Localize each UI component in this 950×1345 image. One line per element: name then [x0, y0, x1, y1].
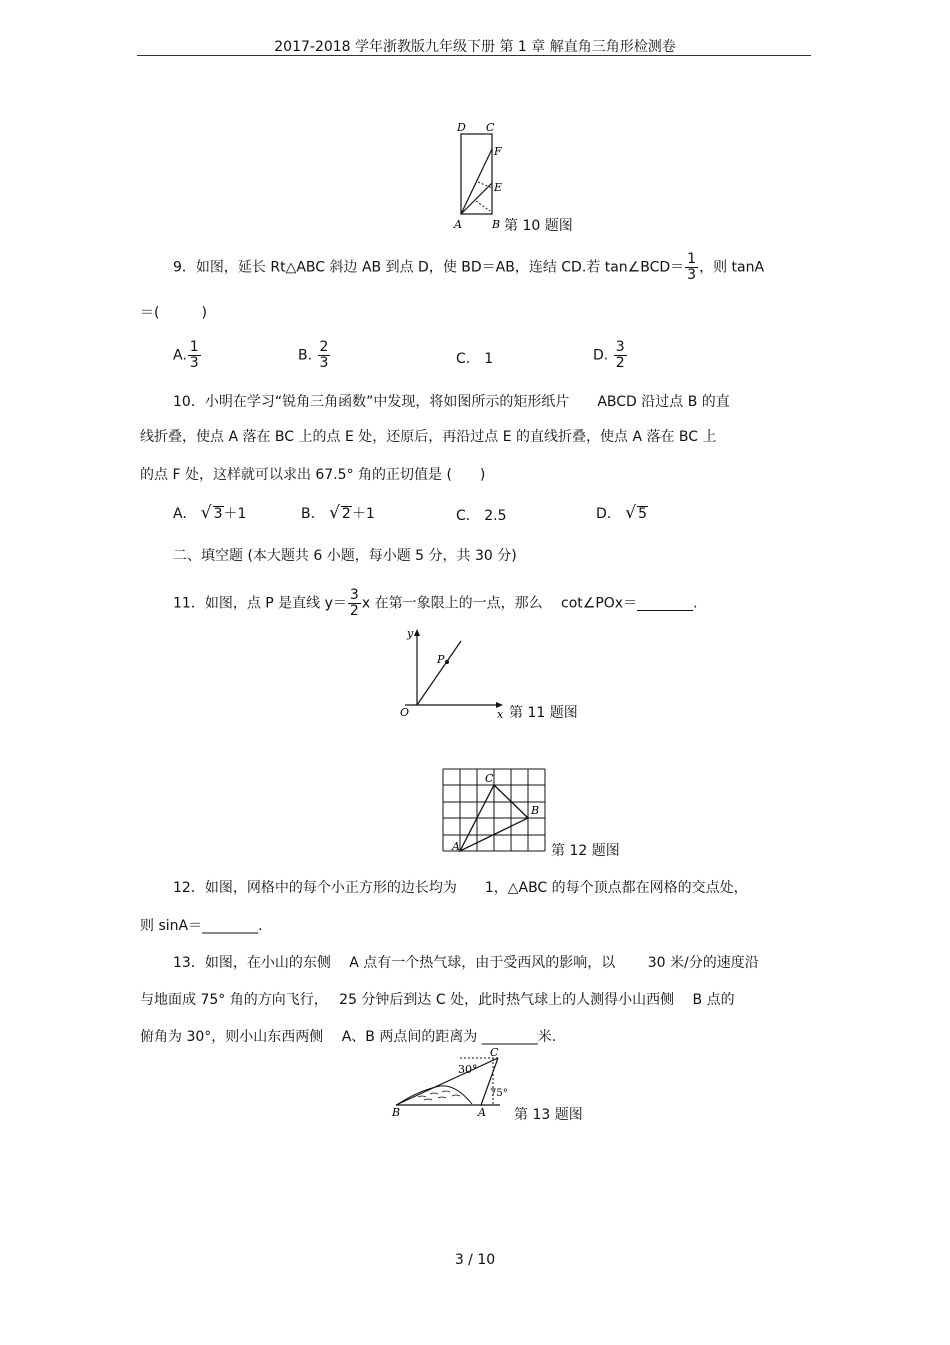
question-11: 11．如图，点 P 是直线 y＝ $\frac{3}{2}$ x 在第一象限上的一点，那么 cot∠POx＝________. [173, 587, 698, 619]
label-c: C [485, 772, 494, 785]
label-x: x [497, 708, 504, 720]
label-c: C [486, 121, 495, 134]
question-13-line1: 13．如图，在小山的东侧 A 点有一个热气球，由于受西风的影响，以 30 米/分的速度沿 [173, 955, 759, 971]
label-o: O [400, 706, 410, 719]
label-a: A [478, 1106, 486, 1119]
label-p: P [437, 653, 445, 666]
label-b: B [531, 804, 540, 817]
figure-q12 [438, 764, 550, 856]
question-9-line2: ＝( ) [140, 305, 207, 321]
q9-fraction: $\frac{1}{3}$ [687, 251, 697, 283]
question-12-line2: 则 sinA＝________. [140, 918, 263, 934]
caption-fig11: 第 11 题图 [509, 705, 578, 721]
figure-q11 [395, 625, 507, 720]
label-angle-30: 30° [458, 1063, 478, 1076]
label-b: B [492, 218, 501, 231]
page-header: 2017-2018 学年浙教版九年级下册 第 1 章 解直角三角形检测卷 [274, 39, 676, 55]
label-angle-75: 75° [490, 1088, 508, 1099]
label-d: D [457, 121, 466, 134]
q10-option-c: C. 2.5 [456, 508, 507, 524]
section-2-title: 二、填空题 (本大题共 6 小题，每小题 5 分，共 30 分) [173, 548, 517, 564]
label-f: F [494, 145, 502, 158]
caption-fig12: 第 12 题图 [551, 843, 620, 859]
label-c: C [490, 1048, 499, 1059]
question-13-line2: 与地面成 75° 角的方向飞行， 25 分钟后到达 C 处，此时热气球上的人测得小山西侧 B 点的 [140, 992, 735, 1008]
question-10-line1: 10．小明在学习“锐角三角函数”中发现，将如图所示的矩形纸片 ABCD 沿过点 B 的直 [173, 394, 730, 410]
q10-option-b: B. √ 2＋1 [301, 503, 375, 523]
figure-q13 [390, 1048, 514, 1120]
question-12-line1: 12．如图，网格中的每个小正方形的边长均为 1，△ABC 的每个顶点都在网格的交点处， [173, 880, 748, 896]
page-number: 3 / 10 [454, 1252, 496, 1268]
label-y: y [407, 627, 414, 640]
q10-option-a: A. √ 3＋1 [173, 503, 247, 523]
label-a: A [452, 840, 460, 853]
q10-option-d: D. √ 5 [596, 503, 647, 523]
label-e: E [494, 181, 503, 194]
caption-fig10: 第 10 题图 [504, 218, 573, 234]
header-rule [137, 55, 811, 56]
caption-fig13: 第 13 题图 [514, 1107, 583, 1123]
q9-option-a: A. $\frac{1}{3}$ [173, 339, 199, 371]
question-9-line1: 9．如图，延长 Rt△ABC 斜边 AB 到点 D，使 BD＝AB，连结 CD.若 tan∠BCD＝ $\frac{1}{3}$ ，则 tanA [173, 251, 765, 283]
q9-option-d: D. $\frac{3}{2}$ [593, 339, 625, 371]
question-10-line2: 线折叠，使点 A 落在 BC 上的点 E 处，还原后，再沿过点 E 的直线折叠，使点 A 落在 BC 上 [140, 429, 717, 445]
label-a: A [454, 218, 462, 231]
q9-option-b: B. $\frac{2}{3}$ [298, 339, 329, 371]
label-b: B [392, 1106, 401, 1119]
figure-q10 [450, 118, 510, 234]
question-10-line3: 的点 F 处，这样就可以求出 67.5° 角的正切值是 ( ) [140, 467, 486, 483]
q9-option-c: C. 1 [456, 351, 494, 367]
question-13-line3: 俯角为 30°，则小山东西两侧 A、B 两点间的距离为 ________米. [140, 1029, 557, 1045]
